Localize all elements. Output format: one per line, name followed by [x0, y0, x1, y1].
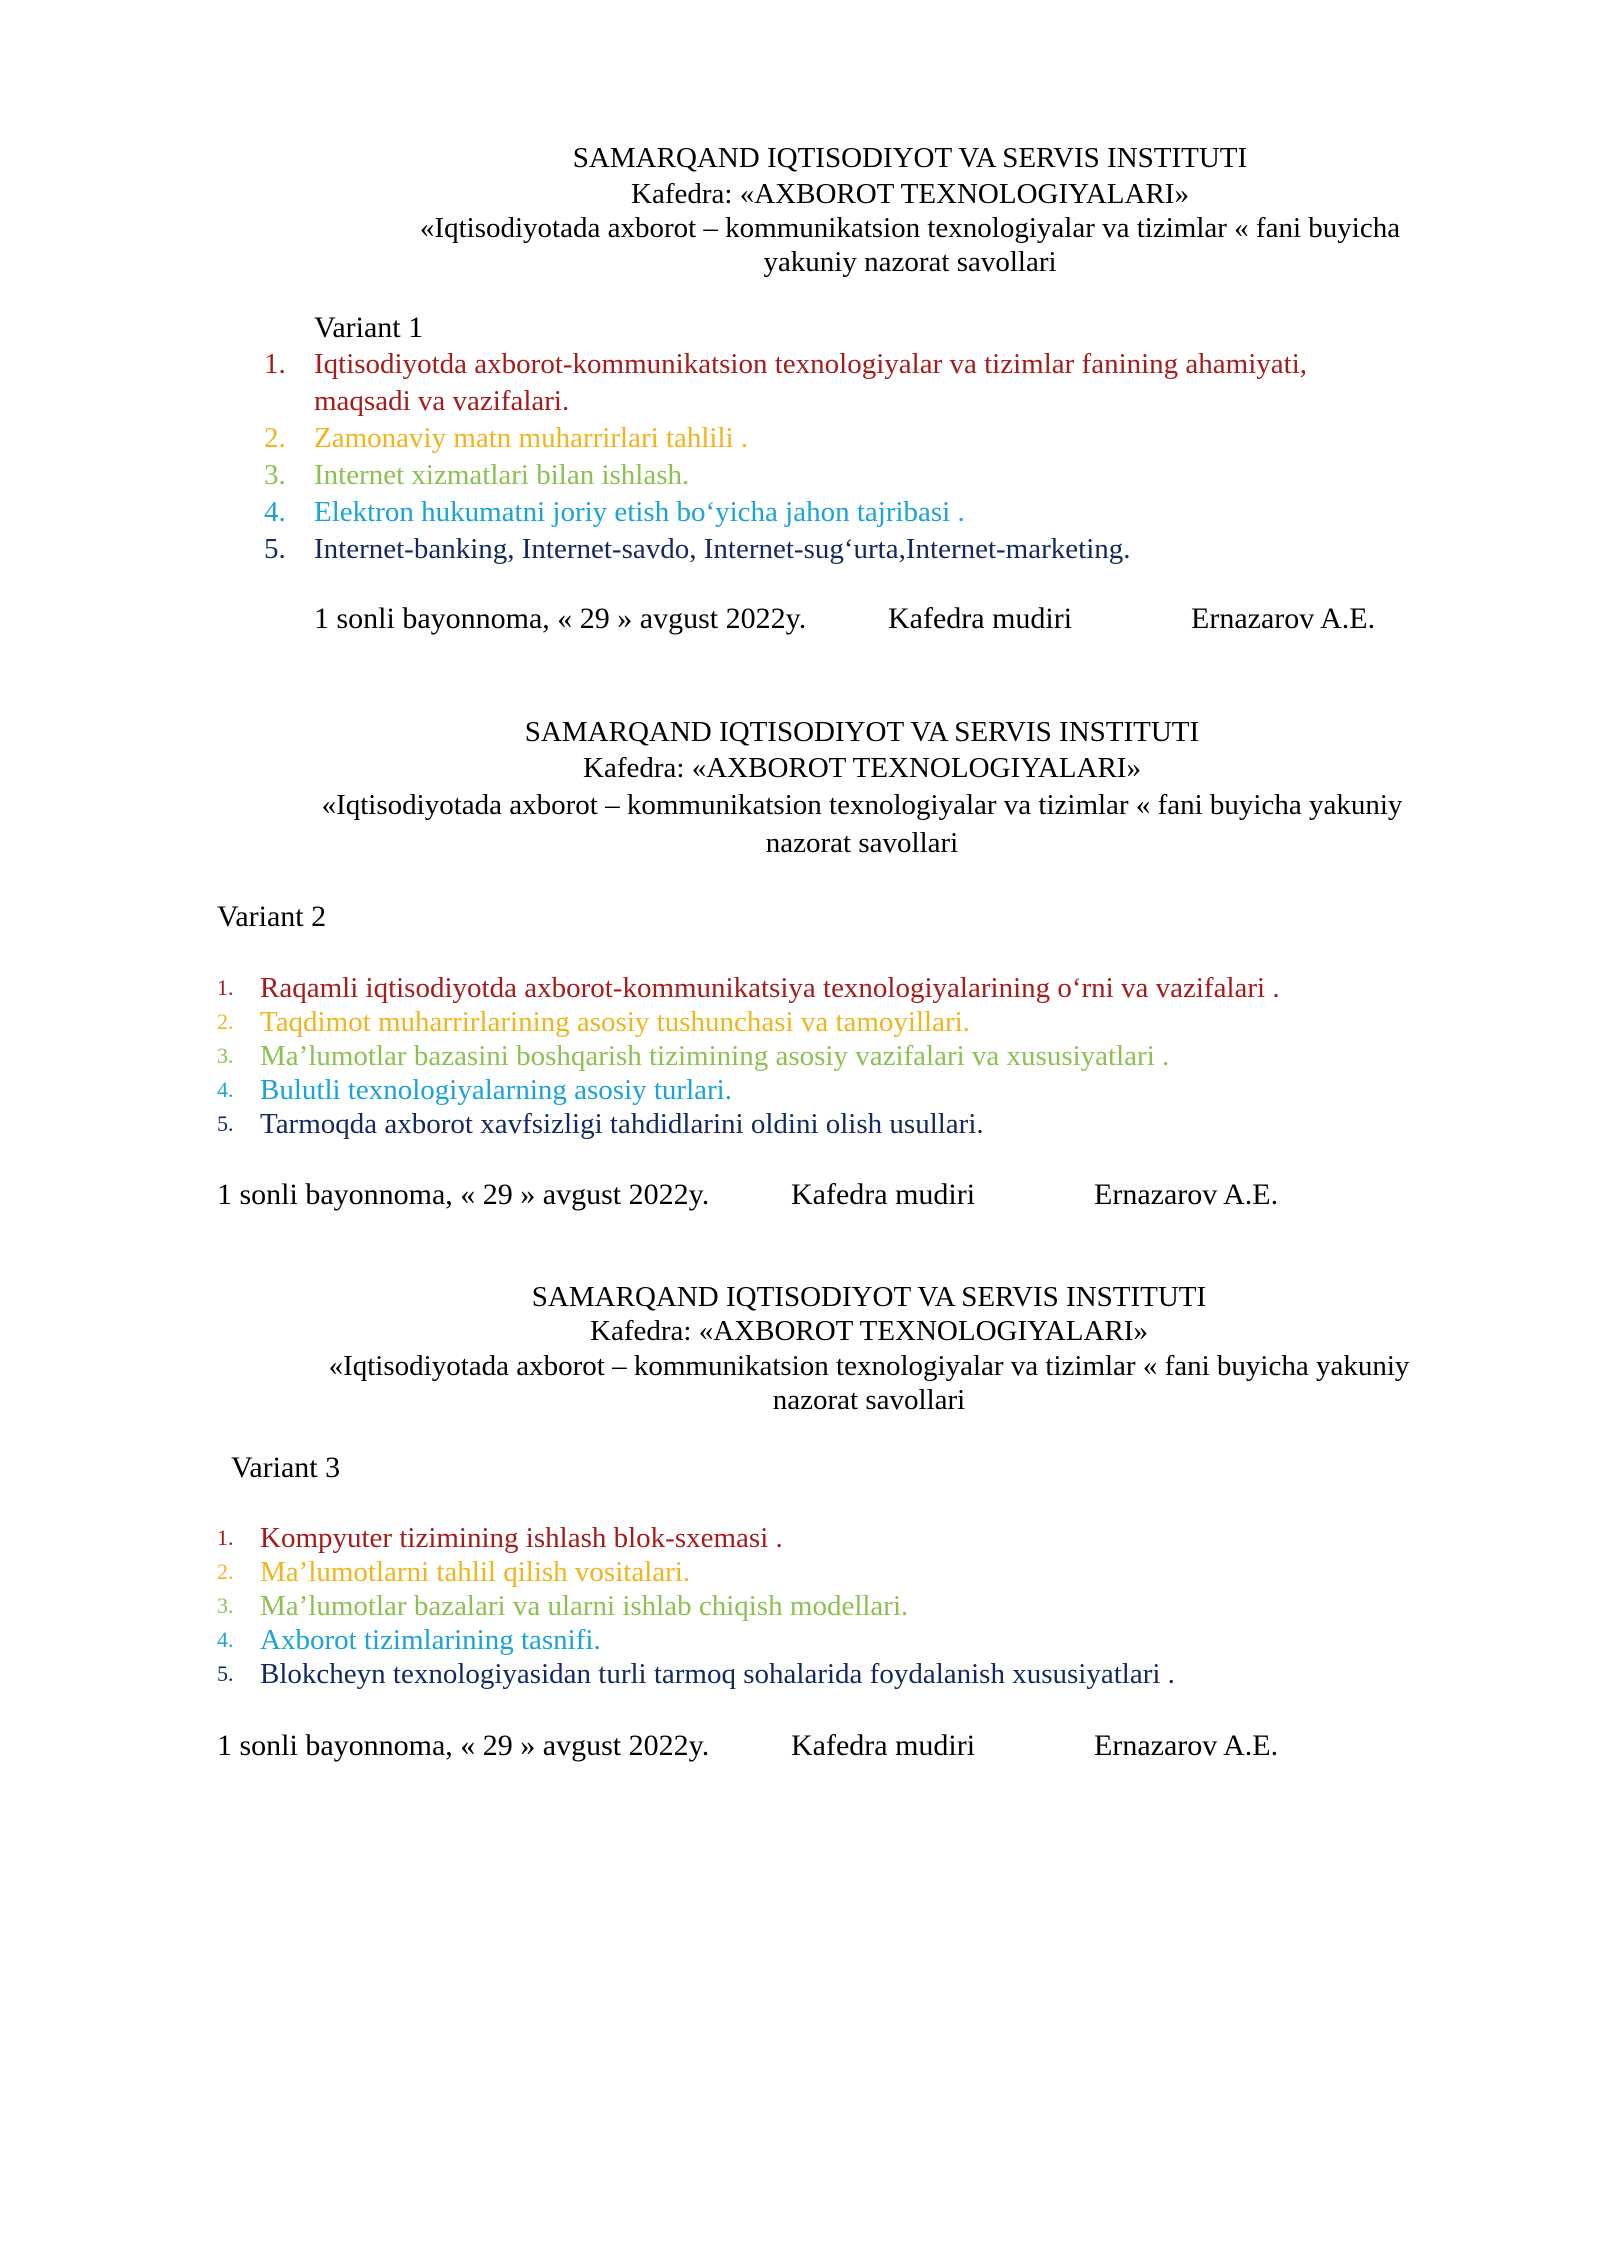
signature-line	[314, 601, 1414, 637]
list-item-number: 4.	[217, 1077, 234, 1102]
signer-role: Kafedra mudiri	[888, 602, 1073, 635]
subject-title-continued: yakuniy nazorat savollari	[763, 246, 1057, 278]
institute-title: SAMARQAND IQTISODIYOT VA SERVIS INSTITUTI	[572, 142, 1248, 174]
list-item-text: Iqtisodiyotda axborot-kommunikatsion texnologiyalar va tizimlar fanining ahamiyati,	[314, 348, 1308, 380]
subject-title: «Iqtisodiyotada axborot – kommunikatsion texnologiyalar va tizimlar « fani buyicha yakuniy	[321, 789, 1403, 821]
list-item-number: 1.	[217, 1525, 234, 1550]
list-item-number: 4.	[264, 496, 286, 528]
list-item-text: Zamonaviy matn muharrirlari tahlili .	[314, 422, 749, 454]
list-item-number: 3.	[264, 459, 286, 491]
institute-title: SAMARQAND IQTISODIYOT VA SERVIS INSTITUTI	[531, 1281, 1207, 1313]
protocol-text: 1 sonli bayonnoma, « 29 » avgust 2022y.	[314, 602, 807, 635]
list-item-number: 5.	[217, 1111, 234, 1136]
list-item-text: Axborot tizimlarining tasnifi.	[260, 1624, 601, 1656]
list-item-text: Kompyuter tizimining ishlash blok-sxemasi .	[260, 1522, 783, 1554]
list-item-text: Ma’lumotlarni tahlil qilish vositalari.	[260, 1556, 691, 1588]
protocol-text: 1 sonli bayonnoma, « 29 » avgust 2022y.	[217, 1178, 710, 1211]
signer-role: Kafedra mudiri	[791, 1178, 976, 1211]
list-item-number: 2.	[217, 1559, 234, 1584]
protocol-text: 1 sonli bayonnoma, « 29 » avgust 2022y.	[217, 1729, 710, 1762]
subject-title: «Iqtisodiyotada axborot – kommunikatsion texnologiyalar va tizimlar « fani buyicha yakuniy	[328, 1350, 1410, 1382]
signer-role: Kafedra mudiri	[791, 1729, 976, 1762]
department-title: Kafedra: «AXBOROT TEXNOLOGIYALARI»	[631, 178, 1189, 210]
signer-name: Ernazarov A.E.	[1094, 1729, 1279, 1762]
department-title: Kafedra: «AXBOROT TEXNOLOGIYALARI»	[590, 1315, 1148, 1347]
signer-name: Ernazarov A.E.	[1191, 602, 1376, 635]
variant-label: Variant 3	[231, 1451, 341, 1484]
list-item-number: 2.	[264, 422, 286, 454]
list-item-text: Bulutli texnologiyalarning asosiy turlari.	[260, 1074, 732, 1106]
list-item-text: Internet-banking, Internet-savdo, Internet-sug‘urta,Internet-marketing.	[314, 533, 1131, 565]
list-item-number: 3.	[217, 1043, 234, 1068]
signature-line	[217, 1177, 1317, 1213]
list-item-number: 3.	[217, 1593, 234, 1618]
list-item-text: Blokcheyn texnologiyasidan turli tarmoq sohalarida foydalanish xususiyatlari .	[260, 1658, 1175, 1690]
subject-title-continued: nazorat savollari	[772, 1384, 966, 1416]
list-item-text: Ma’lumotlar bazalari va ularni ishlab chiqish modellari.	[260, 1590, 909, 1622]
list-item-text: Internet xizmatlari bilan ishlash.	[314, 459, 690, 491]
list-item-number: 5.	[264, 533, 286, 565]
list-item-text: Taqdimot muharrirlarining asosiy tushunchasi va tamoyillari.	[260, 1006, 970, 1038]
signer-name: Ernazarov A.E.	[1094, 1178, 1279, 1211]
signature-line	[217, 1728, 1317, 1764]
subject-title-continued: nazorat savollari	[765, 827, 959, 859]
subject-title: «Iqtisodiyotada axborot – kommunikatsion texnologiyalar va tizimlar « fani buyicha	[419, 212, 1401, 244]
list-item-number: 1.	[264, 348, 286, 380]
list-item-text: Tarmoqda axborot xavfsizligi tahdidlarini oldini olish usullari.	[260, 1108, 984, 1140]
list-item-text-continued: maqsadi va vazifalari.	[314, 385, 570, 417]
list-item-number: 4.	[217, 1627, 234, 1652]
list-item-number: 1.	[217, 975, 234, 1000]
institute-title: SAMARQAND IQTISODIYOT VA SERVIS INSTITUTI	[524, 716, 1200, 748]
list-item-number: 5.	[217, 1661, 234, 1686]
department-title: Kafedra: «AXBOROT TEXNOLOGIYALARI»	[583, 752, 1141, 784]
list-item-number: 2.	[217, 1009, 234, 1034]
variant-label: Variant 2	[217, 900, 327, 933]
variant-label: Variant 1	[314, 311, 424, 344]
list-item-text: Raqamli iqtisodiyotda axborot-kommunikatsiya texnologiyalarining o‘rni va vazifalari .	[260, 972, 1280, 1004]
list-item-text: Ma’lumotlar bazasini boshqarish tizimining asosiy vazifalari va xususiyatlari .	[260, 1040, 1170, 1072]
list-item-text: Elektron hukumatni joriy etish bo‘yicha jahon tajribasi .	[314, 496, 965, 528]
